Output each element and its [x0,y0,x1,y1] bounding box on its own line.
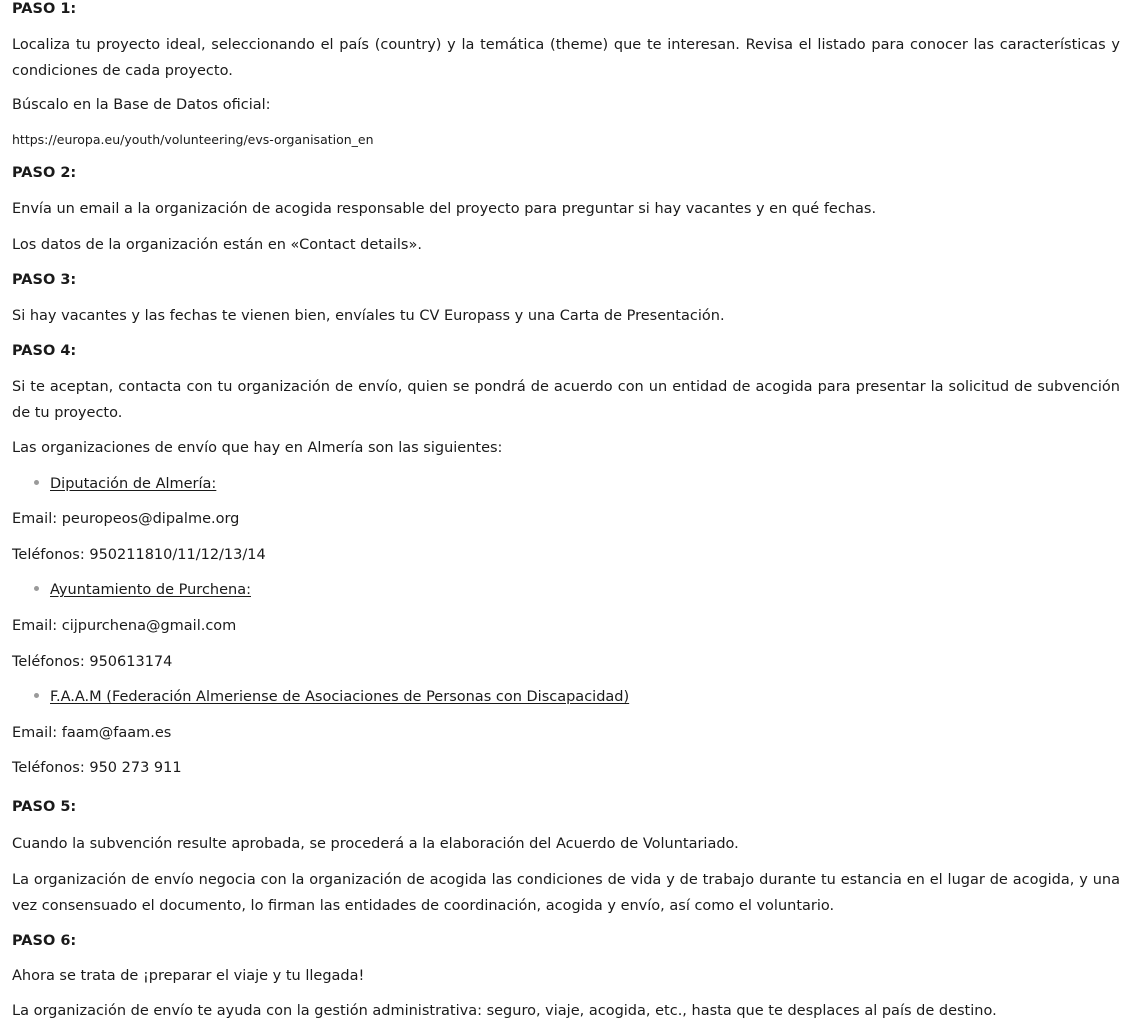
organization-phones: Teléfonos: 950211810/11/12/13/14 [12,547,266,563]
step-4-paragraph-2: Las organizaciones de envío que hay en Almería son las siguientes: [12,440,503,456]
step-2-paragraph-2: Los datos de la organización están en «Contact details». [12,237,422,253]
step-4-paragraph-1: Si te aceptan, contacta con tu organización de envío, quien se pondrá de acuerdo con un entidad de acogida para presentar la solicitud de subvención de tu proyecto. [12,379,1120,421]
organization-phones: Teléfonos: 950 273 911 [12,760,182,776]
step-5-paragraph-2: La organización de envío negocia con la organización de acogida las condiciones de vida y de trabajo durante tu estancia en el lugar de acogida, y una vez consensuado el documento, lo firman las entidades de coordinación, acogida y envío, así como el voluntario. [12,872,1120,914]
step-5-heading: PASO 5: [12,799,77,815]
step-2-paragraph-1: Envía un email a la organización de acogida responsable del proyecto para preguntar si hay vacantes y en qué fechas. [12,201,877,217]
organization-email: Email: faam@faam.es [12,725,172,741]
step-5-paragraph-1: Cuando la subvención resulte aprobada, se procederá a la elaboración del Acuerdo de Voluntariado. [12,836,739,852]
organization-email: Email: cijpurchena@gmail.com [12,618,237,634]
organization-email: Email: peuropeos@dipalme.org [12,511,240,527]
step-1-paragraph-1: Localiza tu proyecto ideal, seleccionando el país (country) y la temática (theme) que te interesan. Revisa el listado para conocer las características y condiciones de cada proyecto. [12,37,1120,79]
organization-phones: Teléfonos: 950613174 [12,654,173,670]
step-1-paragraph-2: Búscalo en la Base de Datos oficial: [12,97,271,113]
step-1-database-url: https://europa.eu/youth/volunteering/evs-organisation_en [12,132,374,147]
organization-link-diputacion[interactable]: Diputación de Almería: [50,476,217,492]
step-2-heading: PASO 2: [12,165,77,181]
bullet-icon [34,480,39,485]
organization-link-faam[interactable]: F.A.A.M (Federación Almeriense de Asociaciones de Personas con Discapacidad) [50,689,630,705]
step-6-heading: PASO 6: [12,933,77,949]
list-item [34,471,216,497]
step-6-paragraph-2: La organización de envío te ayuda con la gestión administrativa: seguro, viaje, acogida, etc., hasta que te desplaces al país de destino. [12,1003,997,1019]
bullet-icon [34,586,39,591]
list-item [34,577,251,603]
step-4-heading: PASO 4: [12,343,77,359]
list-item [34,684,629,710]
bullet-icon [34,693,39,698]
step-1-heading: PASO 1: [12,1,77,17]
step-6-paragraph-1: Ahora se trata de ¡preparar el viaje y tu llegada! [12,968,365,984]
step-3-paragraph-1: Si hay vacantes y las fechas te vienen bien, envíales tu CV Europass y una Carta de Presentación. [12,308,725,324]
organization-link-purchena[interactable]: Ayuntamiento de Purchena: [50,582,251,598]
step-3-heading: PASO 3: [12,272,77,288]
